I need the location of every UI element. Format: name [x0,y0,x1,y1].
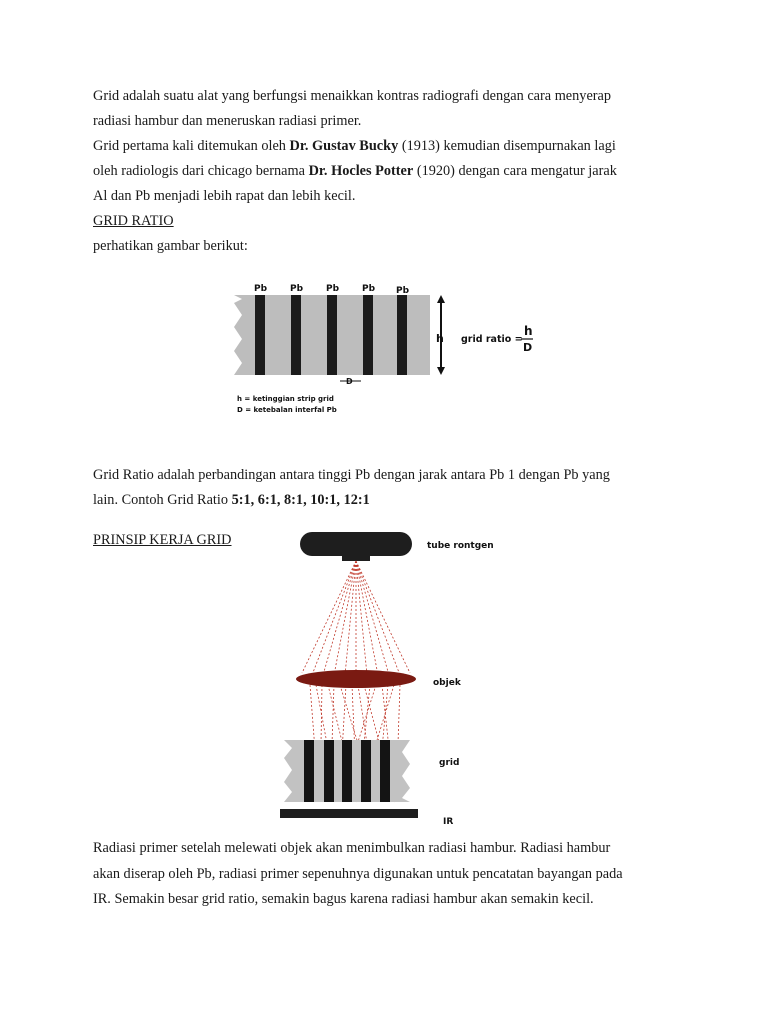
primary-ray [313,561,356,673]
name-potter: Dr. Hocles Potter [308,163,414,179]
intro-text: perhatikan gambar berikut: [93,238,248,254]
tube-label: tube rontgen [427,541,494,551]
grid-ratio-figure [228,279,548,424]
text-line: Grid adalah suatu alat yang berfungsi menaikkan kontras radiografi dengan cara menyerap [93,88,612,104]
image-receptor [280,809,418,818]
tube-housing [300,532,412,556]
paragraph-intro [93,84,683,134]
pb-strip [363,295,373,375]
grid-label: grid [439,758,460,768]
arrow-head-icon [437,367,445,375]
text-span: Grid Ratio adalah perbandingan antara tinggi Pb dengan jarak antara Pb 1 dengan Pb yang [93,467,610,484]
formula-numerator: h [524,324,533,338]
primary-ray [324,561,356,673]
ratio-examples: 5:1, 6:1, 8:1, 10:1, 12:1 [231,492,370,509]
primary-ray [356,561,367,673]
pb-strip [397,295,407,375]
arrow-head-icon [437,295,445,303]
pb-label: Pb [396,286,410,296]
text-line: Radiasi primer setelah melewati objek akan menimbulkan radiasi hambur. Radiasi hambur [93,840,611,856]
ir-label: IR [443,817,454,827]
grid-strip [342,740,352,802]
text-span: lain. Contoh Grid Ratio [93,492,232,509]
text-span: oleh radiologis dari chicago bernama [93,163,309,179]
pb-label: Pb [290,284,304,294]
d-label: D [346,377,353,386]
text-span: Grid pertama kali ditemukan oleh [93,138,290,154]
legend-h: h = ketinggian strip grid [237,395,334,403]
text-line: akan diserap oleh Pb, radiasi primer sepenuhnya digunakan untuk pencatatan bayangan pada [93,865,623,882]
heading-prinsip-kerja: PRINSIP KERJA GRID [93,531,232,548]
formula-prefix: grid ratio = [461,334,523,345]
pb-strip [255,295,265,375]
pb-label: Pb [326,284,340,294]
name-bucky: Dr. Gustav Bucky [289,138,399,154]
object-label: objek [433,678,461,688]
primary-ray [356,561,388,673]
primary-ray [334,561,356,673]
document-body [93,84,683,259]
text-line: IR. Semakin besar grid ratio, semakin bagus karena radiasi hambur akan semakin kecil. [93,891,594,907]
pb-label: Pb [254,284,268,294]
grid-strip [304,740,314,802]
pb-strip [291,295,301,375]
paragraph-principle [93,836,683,913]
legend-d: D = ketebalan interfal Pb [237,406,337,414]
primary-ray [345,561,356,673]
formula-denominator: D [523,341,533,354]
grid-strip [380,740,390,802]
primary-ray [356,561,410,673]
grid-strip [324,740,334,802]
text-span: (1920) dengan cara mengatur jarak [413,163,617,179]
h-label: h [436,332,444,345]
primary-ray [302,561,356,673]
text-line: radiasi hambur dan meneruskan radiasi primer. [93,113,362,129]
text-span: Al dan Pb menjadi lebih rapat dan lebih kecil. [93,188,356,204]
pb-strip [327,295,337,375]
object-ellipse [296,670,416,688]
grid-principle-figure [270,530,500,830]
text-span: (1913) kemudian disempurnakan lagi [398,138,616,154]
grid-strip [361,740,371,802]
heading-grid-ratio: GRID RATIO [93,213,174,229]
primary-ray [356,561,399,673]
primary-ray [356,561,378,673]
paragraph-history [93,134,683,209]
tube-window [342,554,370,561]
pb-label: Pb [362,284,376,294]
